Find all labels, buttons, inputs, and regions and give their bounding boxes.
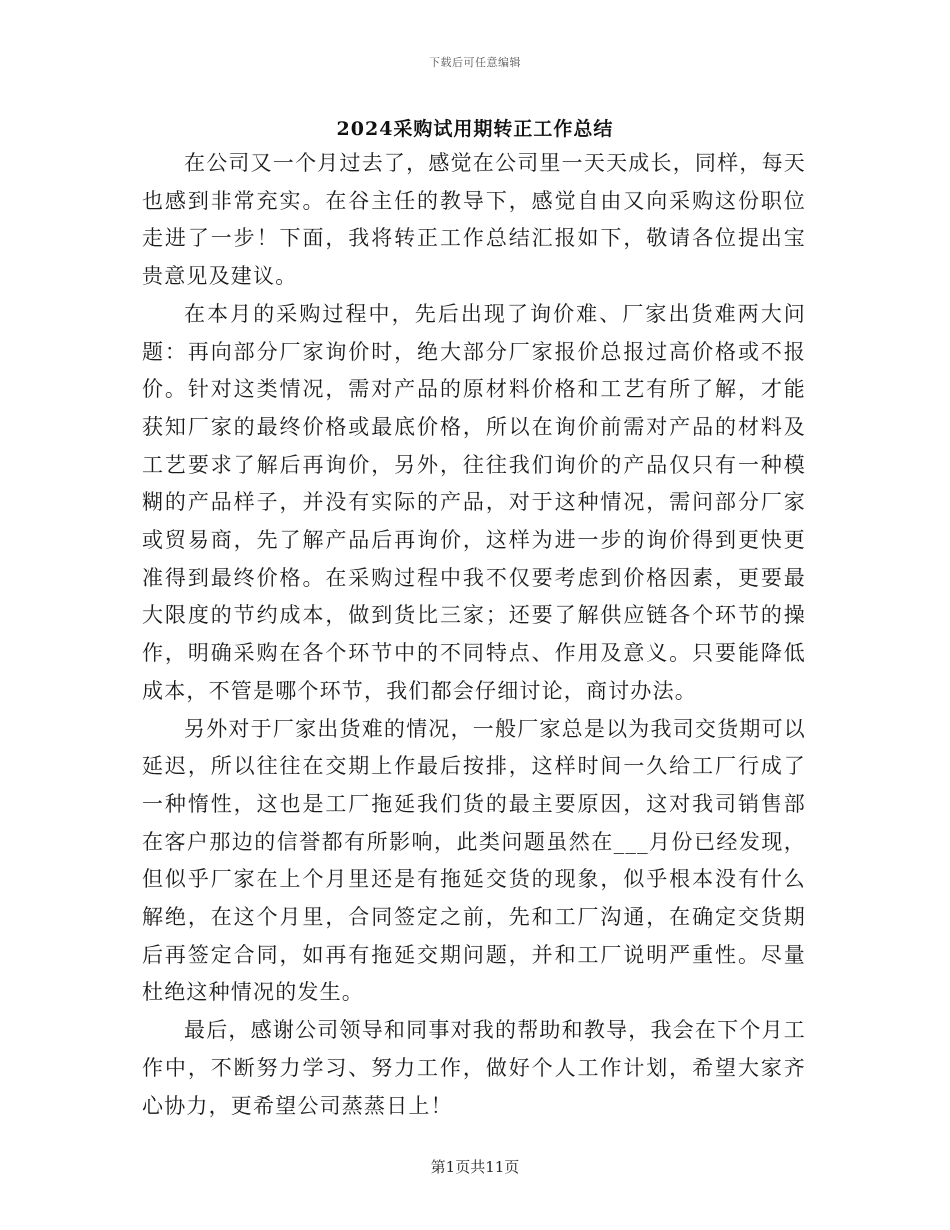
paragraph-closing: 最后，感谢公司领导和同事对我的帮助和教导，我会在下个月工作中，不断努力学习、努力工作，做好个人工作计划，希望大家齐心协力，更希望公司蒸蒸日上！ bbox=[142, 1018, 806, 1118]
document-title: 2024采购试用期转正工作总结 bbox=[336, 118, 614, 140]
paragraph-inquiry-problems: 在本月的采购过程中，先后出现了询价难、厂家出货难两大问题：再向部分厂家询价时，绝大部分厂家报价总报过高价格或不报价。针对这类情况，需对产品的原材料价格和工艺有所了解，才能获知厂家的最终价格或最底价格，所以在询价前需对产品的材料及工艺要求了解后再询价，另外，往往我们询价的产品仅只有一种模糊的产品样子，并没有实际的产品，对于这种情况，需问部分厂家或贸易商，先了解产品后再询价，这样为进一步的询价得到更快更准得到最终价格。在采购过程中我不仅要考虑到价格因素，更要最大限度的节约成本，做到货比三家；还要了解供应链各个环节的操作，明确采购在各个环节中的不同特点、作用及意义。只要能降低成本，不管是哪个环节，我们都会仔细讨论，商讨办法。 bbox=[142, 301, 806, 703]
page-header-note: 下载后可任意编辑 bbox=[429, 56, 521, 69]
paragraph-intro: 在公司又一个月过去了，感觉在公司里一天天成长，同样，每天也感到非常充实。在谷主任的教导下，感觉自由又向采购这份职位走进了一步！下面，我将转正工作总结汇报如下，敬请各位提出宝贵意见及建议。 bbox=[142, 151, 806, 289]
page-number: 第1页共11页 bbox=[430, 1158, 520, 1176]
document-body bbox=[142, 145, 806, 1125]
paragraph-delivery-problems: 另外对于厂家出货难的情况，一般厂家总是以为我司交货期可以延迟，所以往往在交期上作最后按排，这样时间一久给工厂行成了一种惰性，这也是工厂拖延我们货的最主要原因，这对我司销售部在客户那边的信誉都有所影响，此类问题虽然在___月份已经发现，但似乎厂家在上个月里还是有拖延交货的现象，似乎根本没有什么解绝，在这个月里，合同签定之前，先和工厂沟通，在确定交货期后再签定合同，如再有拖延交期问题，并和工厂说明严重性。尽量杜绝这种情况的发生。 bbox=[142, 716, 806, 1005]
